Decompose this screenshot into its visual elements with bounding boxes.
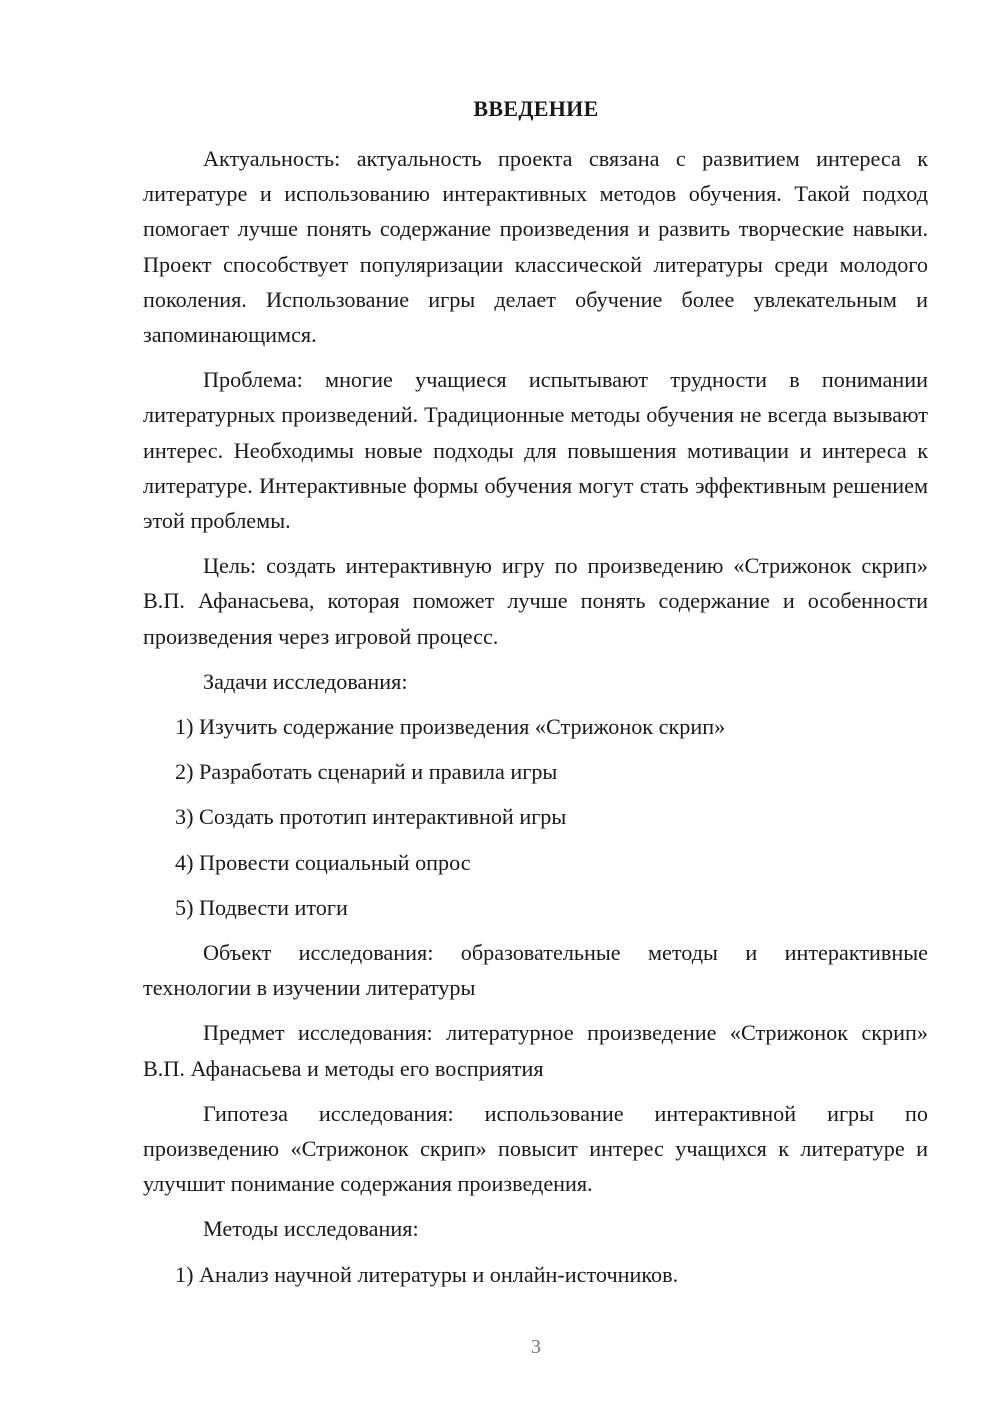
page-title: ВВЕДЕНИЕ bbox=[473, 96, 599, 121]
task-item: 4) Провести социальный опрос bbox=[175, 849, 471, 875]
hypothesis-paragraph: Гипотеза исследования: использование интерактивной игры по произведению «Стрижонок скрип» повысит интерес учащихся к литературе и улучшит понимание содержания произведения. bbox=[143, 1100, 928, 1197]
task-item: 2) Разработать сценарий и правила игры bbox=[175, 759, 558, 785]
actuality-paragraph: Актуальность: актуальность проекта связана с развитием интереса к литературе и использованию интерактивных методов обучения. Такой подход помогает лучше понять содержание произведения и развить творческие навыки. Проект способствует популяризации классической литературы среди молодого поколения. Использование игры делает обучение более увлекательным и запоминающимся. bbox=[143, 146, 928, 348]
subject-paragraph: Предмет исследования: литературное произведение «Стрижонок скрип» В.П. Афанасьева и методы его восприятия bbox=[143, 1020, 928, 1081]
method-item: 1) Анализ научной литературы и онлайн-источников. bbox=[175, 1261, 679, 1287]
task-item: 3) Создать прототип интерактивной игры bbox=[175, 804, 567, 830]
object-paragraph: Объект исследования: образовательные методы и интерактивные технологии в изучении литературы bbox=[143, 940, 928, 1001]
task-item: 1) Изучить содержание произведения «Стрижонок скрип» bbox=[175, 714, 726, 740]
tasks-heading: Задачи исследования: bbox=[203, 668, 408, 694]
task-item: 5) Подвести итоги bbox=[175, 894, 348, 920]
document-body bbox=[143, 141, 928, 1302]
problem-paragraph: Проблема: многие учащиеся испытывают трудности в понимании литературных произведений. Традиционные методы обучения не всегда вызывают интерес. Необходимы новые подходы для повышения мотивации и интереса к литературе. Интерактивные формы обучения могут стать эффективным решением этой проблемы. bbox=[143, 367, 928, 534]
methods-heading: Методы исследования: bbox=[203, 1216, 419, 1242]
page-number: 3 bbox=[531, 1336, 541, 1358]
goal-paragraph: Цель: создать интерактивную игру по произведению «Стрижонок скрип» В.П. Афанасьева, которая поможет лучше понять содержание и особенности произведения через игровой процесс. bbox=[143, 553, 928, 649]
